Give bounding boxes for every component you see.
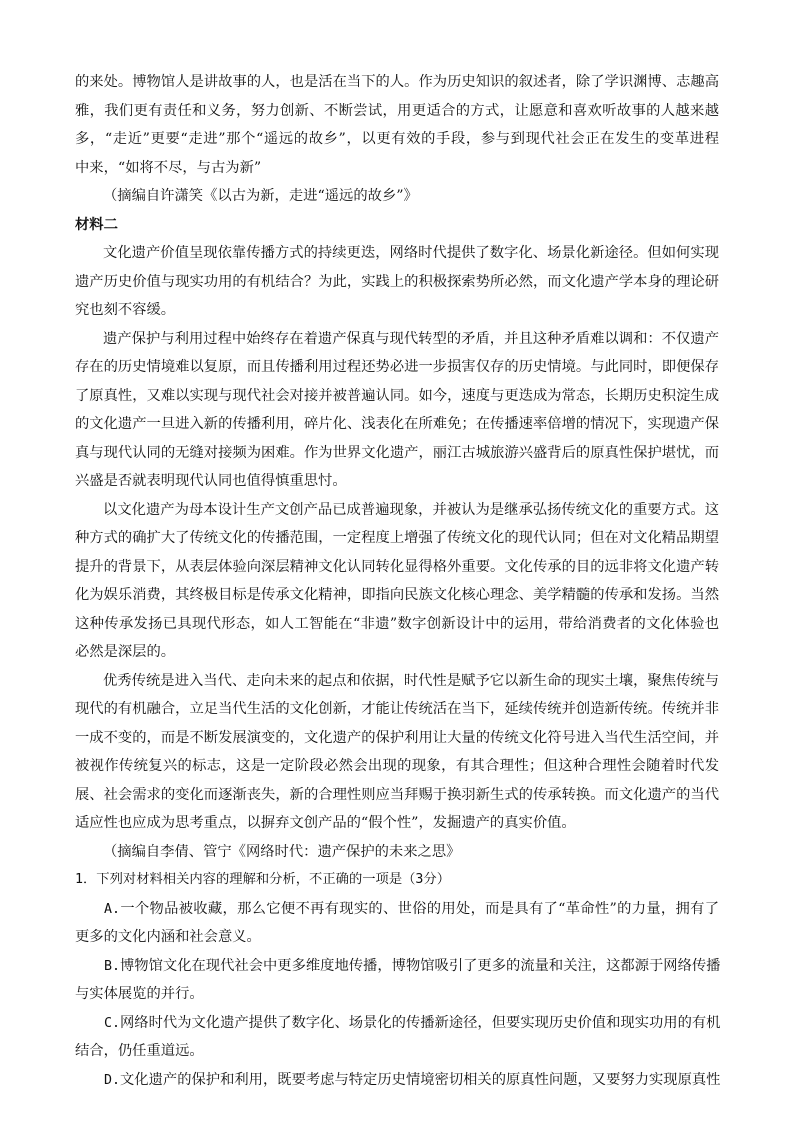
page-content [75,68,719,1094]
option-label: C. [104,1015,121,1031]
paragraph-line: 多，“走近”更要“走进”那个“遥远的故乡”，以更有效的手段，参与到现代社会正在发生的变革进程 [75,131,719,147]
question1-option-b [75,952,719,1009]
paragraph-line: 化为娱乐消费，其终极目标是传承文化精神，即指向民族文化核心理念、美学精髓的传承和发扬。当然 [75,587,719,603]
paragraph-line: 存在的历史情境难以复原，而且传播利用过程还势必进一步损害仅存的历史情境。与此同时，即便保存 [75,359,719,375]
question1-option-c [75,1009,719,1066]
paragraph-line: 的来处。博物馆人是讲故事的人，也是活在当下的人。作为历史知识的叙述者，除了学识渊博、志趣高 [75,74,719,90]
paragraph-line: 了原真性，又难以实现与现代社会对接并被普遍认同。如今，速度与更迭成为常态，长期历史积淀生成 [75,387,719,404]
paragraph-line: 被视作传统复兴的标志，这是一定阶段必然会出现的现象，有其合理性；但这种合理性会随着时代发 [75,758,719,774]
option-text: 网络时代为文化遗产提供了数字化、场景化的传播新途径，但要实现历史价值和现实功用的有机 [120,1014,721,1031]
paragraph-line: 中来，“如将不尽，与古为新” [75,159,262,176]
option-line [75,895,719,924]
option-label: A. [104,901,121,917]
option-line [75,952,719,981]
paragraph-line: 必然是深层的。 [75,644,176,660]
option-line [75,1066,719,1095]
paragraph-line: 真与现代认同的无缝对接频为困难。作为世界文化遗产，丽江古城旅游兴盛背后的原真性保护堪忧，而 [75,444,719,461]
question1-option-d [75,1066,719,1095]
option-line: 结合，仍任重道远。 [75,1043,204,1059]
material1-tail-paragraph [75,68,719,182]
paragraph-line: 遗产历史价值与现实功用的有机结合？为此，实践上的积极探索势所必然，而文化遗产学本身的理论研 [75,273,719,290]
material2-paragraph-2 [75,325,719,496]
paragraph-line: 现代的有机融合，立足当代生活的文化创新，才能让传统活在当下，延续传统并创造新传统。传统并非 [75,701,719,717]
option-text: 一个物品被收藏，那么它便不再有现实的、世俗的用处，而是具有了“革命性”的力量，拥有了 [120,900,719,917]
material2-paragraph-3 [75,496,719,667]
material2-heading: 材料二 [75,216,118,233]
option-label: B. [104,958,121,974]
paragraph-line: 雅，我们更有责任和义务，努力创新、不断尝试，用更适合的方式，让愿意和喜欢听故事的人越来越 [75,102,719,119]
paragraph-line: 这种传承发扬已具现代形态，如人工智能在“非遗”数字创新设计中的运用，带给消费者的文化体验也 [75,615,719,632]
paragraph-line: 兴盛是否就表明现代认同也值得慎重思忖。 [75,473,347,489]
paragraph-line: 究也刻不容缓。 [75,302,176,318]
option-text: 文化遗产的保护和利用，既要考虑与特定历史情境密切相关的原真性问题，又要努力实现原真性 [120,1071,721,1088]
paragraph-line: 一成不变的，而是不断发展演变的，文化遗产的保护利用让大量的传统文化符号进入当代生活空间，并 [75,729,719,746]
paragraph-line: 以文化遗产为母本设计生产文创产品已成普遍现象，并被认为是继承弘扬传统文化的重要方式。这 [103,501,719,518]
paragraph-line: 优秀传统是进入当代、走向未来的起点和依据，时代性是赋予它以新生命的现实土壤，聚焦传统与 [103,672,719,689]
option-line: 更多的文化内涵和社会意义。 [75,929,261,945]
question1-title: 1．下列对材料相关内容的理解和分析，不正确的一项是（3分） [75,872,451,887]
paragraph-line: 种方式的确扩大了传统文化的传播范围，一定程度上增强了传统文化的现代认同；但在对文化精品期望 [75,530,719,546]
material1-source: （摘编自许潇笑《以古为新，走进“遥远的故乡”》 [103,188,418,204]
paragraph-line: 遗产保护与利用过程中始终存在着遗产保真与现代转型的矛盾，并且这种矛盾难以调和：不仅遗产 [103,330,719,347]
material2-paragraph-1 [75,239,719,325]
paragraph-line: 文化遗产价值呈现依靠传播方式的持续更迭，网络时代提供了数字化、场景化新途径。但如何实现 [103,245,719,261]
paragraph-line: 提升的背景下，从表层体验向深层精神文化认同转化显得格外重要。文化传承的目的远非将文化遗产转 [75,558,719,575]
paragraph-line: 的文化遗产一旦进入新的传播利用，碎片化、浅表化在所难免；在传播速率倍增的情况下，实现遗产保 [75,416,719,432]
option-text: 博物馆文化在现代社会中更多维度地传播，博物馆吸引了更多的流量和关注，这都源于网络传播 [120,957,721,974]
material2-paragraph-4 [75,667,719,838]
paragraph-line: 适应性也应成为思考重点，以摒弃文创产品的“假个性”，发掘遗产的真实价值。 [75,815,576,831]
question1-option-a [75,895,719,952]
paragraph-line: 展、社会需求的变化而逐渐丧失，新的合理性则应当拜赐于换羽新生式的传承转换。而文化遗产的当代 [75,786,719,803]
option-line: 与实体展览的并行。 [75,986,204,1002]
option-label: D. [104,1072,121,1088]
material2-source: （摘编自李倩、管宁《网络时代：遗产保护的未来之思》 [103,843,461,860]
option-line [75,1009,719,1038]
